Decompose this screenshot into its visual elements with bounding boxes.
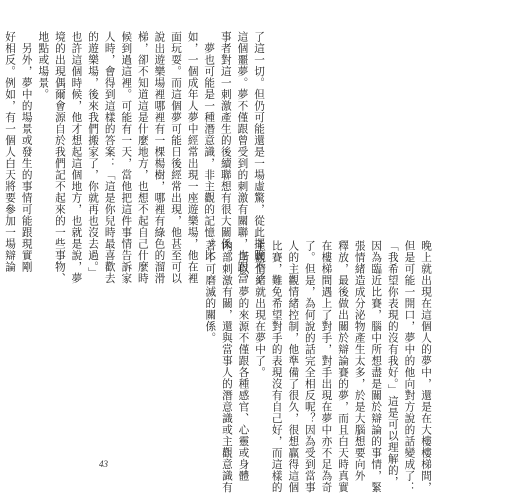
text-line: 張情緒造成分泌物產生太多，於是大腦想要向外 [353, 240, 366, 482]
text-line: 了這一切。但仍可能還是一場虛驚，從此擺脫不了 [253, 31, 265, 284]
text-line: 著不可磨滅的關係。 [204, 240, 217, 344]
text-line: 人的主觀情緒控制，他準備了很久，很想贏得這個 [287, 240, 300, 493]
text-line: 「我希望你表現的沒有我好。」這是可以理解的， [386, 240, 399, 488]
text-line: 境的出現偶爾會源自於我們記不起來的一些事物、 [53, 31, 66, 284]
text-line: 好相反。例如，有一個人白天將要參加一場辯論 [4, 31, 17, 273]
text-line: 的遊樂場，後來我們搬家了，你就再也沒去過。」 [87, 31, 100, 279]
text-line: 了。但是，為何說的話完全相反呢？因為受到當事 [303, 240, 316, 493]
text-line: 也許這個時候，他才想起這個地方，也就是說，夢 [70, 31, 83, 284]
text-line: 這個噩夢。夢不僅跟曾受到的刺激有關聯，也跟當 [236, 31, 249, 284]
text-line: 因為臨近比賽，腦中所想盡是關於辯論的事情，緊 [370, 240, 383, 493]
text-line: 但是可能一開口，夢中的他向對方說的話變成了： [403, 240, 416, 493]
text-line: 人時，會得到這樣的答案：「這是你兒時最喜歡去 [103, 31, 116, 284]
text-line: 所以，夢的來源不僅跟各種感官、心靈或身體 [237, 240, 250, 482]
text-line: 內部刺激有關，還與當事人的潛意識或主觀意識有 [220, 240, 233, 493]
text-line: 事者對這一刺激產生的後續聯想有很大關係。 [219, 31, 232, 261]
text-line: 夢也可能是一種潛意識，非主觀的記憶。比 [203, 31, 216, 261]
text-line: 如，一個成年人夢中經常出現一座遊樂場，他在裡 [186, 31, 199, 284]
text-line [0, 31, 2, 293]
text-line: 比賽，難免希望對手的表現沒有自己好，而這樣的 [270, 240, 283, 493]
text-line: 候到過這裡。可能有一天，當他把這件事情告訴家 [120, 31, 133, 284]
text-line: 地點或場景。 [37, 31, 50, 100]
text-line: 主觀情緒就出現在夢中了。 [254, 240, 267, 378]
text-line: 另外，夢中的場景或發生的事情可能跟現實剛 [20, 31, 33, 273]
text-line: 說出遊樂場裡哪裡有一棵楊樹，哪裡有綠色的溜滑 [153, 31, 166, 284]
text-line: 梯，卻不知道這是什麼地方，也想不起自己什麼時 [136, 31, 149, 284]
text-line: 釋放，最後做出關於辯論賽的夢，而且白天時真實 [337, 240, 350, 493]
text-line: 面玩耍。而這個夢可能日後經常出現，他甚至可以 [170, 31, 183, 284]
text-line: 晚上就出現在這個人的夢中，還是在大樓樓梯間， [420, 240, 432, 493]
right-text-column [202, 240, 434, 502]
text-line: 在樓梯間遇上了對手，對手出現在夢中亦不足為奇 [320, 240, 333, 493]
page-number: 43 [99, 459, 108, 469]
